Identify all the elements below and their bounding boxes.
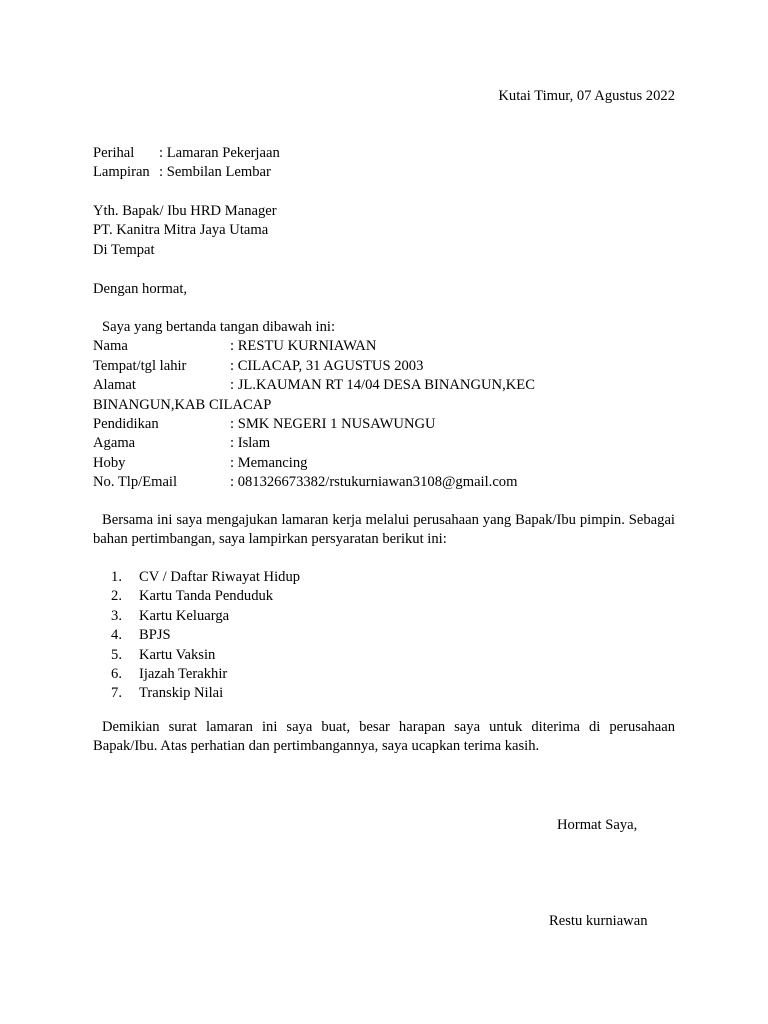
bio-value: : 081326673382/rstukurniawan3108@gmail.com bbox=[230, 474, 518, 491]
list-text: BPJS bbox=[139, 627, 171, 644]
perihal-row bbox=[93, 144, 675, 163]
perihal-label: Perihal bbox=[93, 145, 135, 161]
bio-value: : Memancing bbox=[230, 454, 308, 471]
bio-row bbox=[93, 473, 675, 492]
list-number: 7. bbox=[111, 685, 122, 702]
lampiran-row bbox=[93, 163, 675, 182]
body-paragraph-1: Bersama ini saya mengajukan lamaran kerja melalui perusahaan yang Bapak/Ibu pimpin. Sebagai bahan pertimbangan, saya lampirkan persyaratan berikut ini: bbox=[93, 512, 675, 548]
bio-row bbox=[93, 434, 675, 453]
list-item bbox=[93, 684, 300, 703]
bio-value: : CILACAP, 31 AGUSTUS 2003 bbox=[230, 357, 424, 374]
bio-value: : SMK NEGERI 1 NUSAWUNGU bbox=[230, 416, 436, 433]
intro-line: Saya yang bertanda tangan dibawah ini: bbox=[102, 319, 336, 335]
greeting: Dengan hormat, bbox=[93, 281, 188, 297]
list-item bbox=[93, 568, 300, 587]
bio-row bbox=[93, 415, 675, 434]
bio-label: Alamat bbox=[93, 377, 136, 394]
list-number: 3. bbox=[111, 607, 122, 624]
list-item bbox=[93, 646, 300, 665]
perihal-value: : Lamaran Pekerjaan bbox=[159, 145, 280, 161]
list-text: Kartu Tanda Penduduk bbox=[139, 588, 274, 605]
list-text: Ijazah Terakhir bbox=[139, 666, 228, 683]
bio-row bbox=[93, 454, 675, 473]
bio-value: : RESTU KURNIAWAN bbox=[230, 338, 377, 355]
bio-label: Tempat/tgl lahir bbox=[93, 357, 187, 374]
requirements-list bbox=[93, 568, 300, 704]
recipient-line: PT. Kanitra Mitra Jaya Utama bbox=[93, 222, 269, 239]
bio-label: Pendidikan bbox=[93, 416, 159, 433]
list-number: 2. bbox=[111, 588, 122, 605]
list-text: CV / Daftar Riwayat Hidup bbox=[139, 569, 301, 585]
bio-row bbox=[93, 357, 675, 376]
body-paragraph-2: Demikian surat lamaran ini saya buat, besar harapan saya untuk diterima di perusahaan Bapak/Ibu. Atas perhatian dan pertimbangannya, saya ucapkan terima kasih. bbox=[93, 719, 675, 755]
lampiran-value: : Sembilan Lembar bbox=[159, 164, 271, 181]
list-number: 6. bbox=[111, 666, 122, 683]
list-item bbox=[93, 665, 300, 684]
address-continuation: BINANGUN,KAB CILACAP bbox=[93, 396, 272, 413]
list-text: Kartu Vaksin bbox=[139, 646, 216, 663]
list-item bbox=[93, 607, 300, 626]
letter-date: Kutai Timur, 07 Agustus 2022 bbox=[498, 88, 675, 104]
bio-label: No. Tlp/Email bbox=[93, 474, 178, 491]
list-item bbox=[93, 587, 300, 606]
bio-label: Nama bbox=[93, 338, 128, 355]
lampiran-label: Lampiran bbox=[93, 164, 150, 181]
signature-name: Restu kurniawan bbox=[549, 913, 648, 929]
list-text: Kartu Keluarga bbox=[139, 607, 230, 624]
bio-value: : JL.KAUMAN RT 14/04 DESA BINANGUN,KEC bbox=[230, 377, 535, 394]
subject-block bbox=[93, 144, 675, 183]
bio-label: Hoby bbox=[93, 454, 126, 471]
closing: Hormat Saya, bbox=[557, 817, 638, 833]
bio-row bbox=[93, 376, 675, 395]
bio-row bbox=[93, 337, 675, 356]
bio-block bbox=[93, 318, 675, 493]
list-item bbox=[93, 626, 300, 645]
recipient-line: Di Tempat bbox=[93, 241, 155, 258]
bio-value: : Islam bbox=[230, 435, 271, 452]
list-number: 1. bbox=[111, 569, 122, 585]
recipient-line: Yth. Bapak/ Ibu HRD Manager bbox=[93, 203, 277, 219]
bio-label: Agama bbox=[93, 435, 136, 452]
list-text: Transkip Nilai bbox=[139, 685, 224, 702]
recipient-block bbox=[93, 202, 675, 260]
list-number: 4. bbox=[111, 627, 122, 644]
list-number: 5. bbox=[111, 646, 122, 663]
